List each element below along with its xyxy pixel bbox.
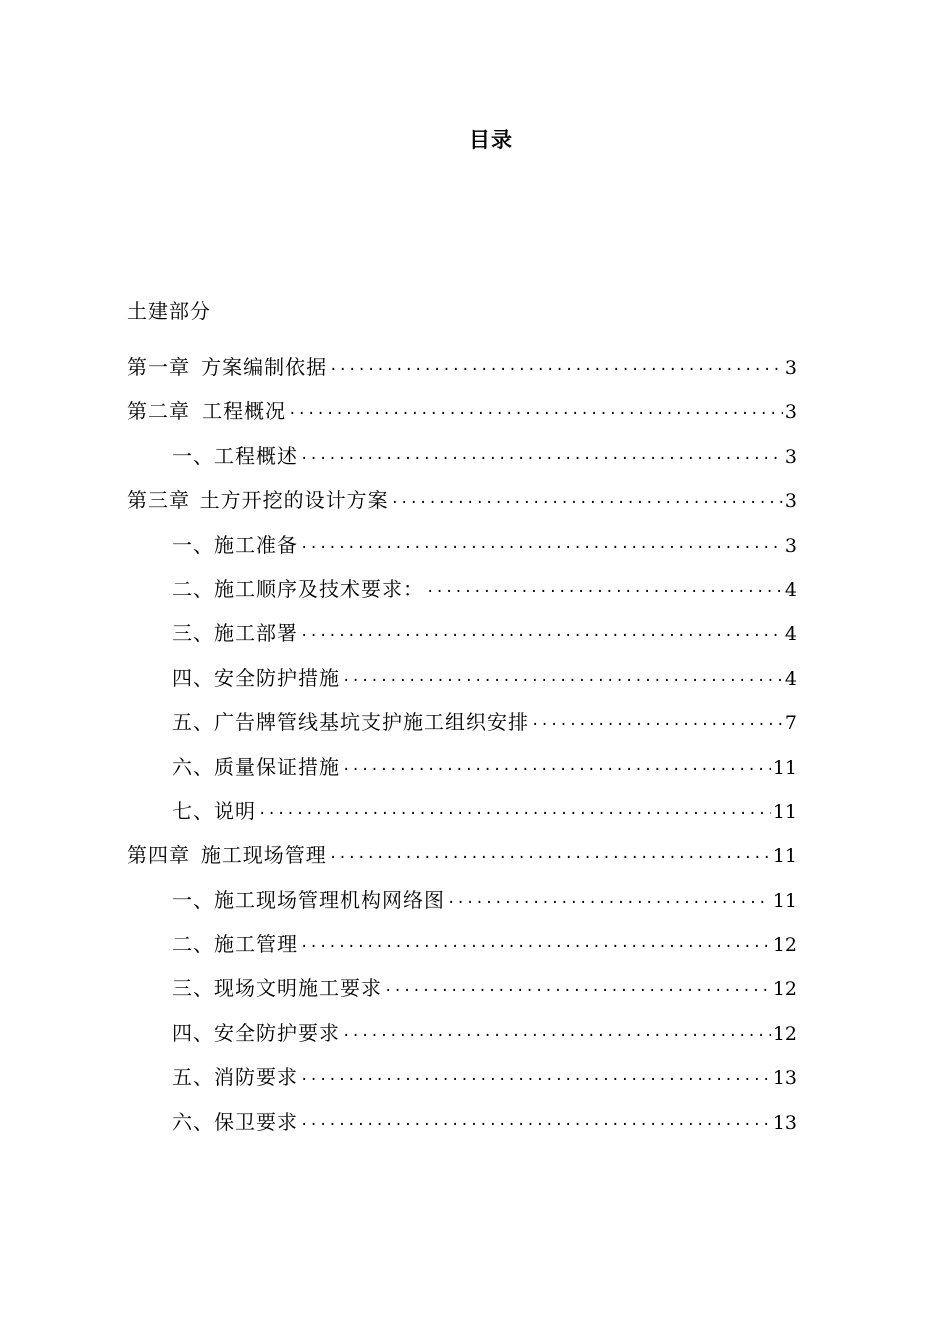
toc-page-number: 3 (784, 357, 797, 379)
toc-dot-leader (300, 1066, 771, 1094)
toc-entry-title: 说明 (214, 798, 256, 823)
toc-dot-leader (329, 356, 783, 384)
toc-entry[interactable] (127, 486, 797, 530)
toc-entry-title: 安全防护要求 (214, 1020, 340, 1045)
toc-entry-number: 七、 (172, 798, 214, 823)
toc-entry-title: 现场文明施工要求 (214, 976, 382, 1001)
toc-entry-title: 质量保证措施 (214, 754, 340, 779)
toc-entry-title: 工程概述 (214, 443, 298, 468)
toc-dot-leader (300, 622, 783, 650)
toc-page-number: 11 (772, 845, 797, 868)
toc-entry-number: 二、 (172, 576, 214, 601)
toc-dot-leader (288, 400, 783, 428)
toc-entry-number: 五、 (172, 1065, 214, 1090)
section-label: 土建部分 (127, 299, 211, 323)
toc-page-number: 4 (784, 623, 797, 646)
toc-dot-leader (342, 667, 783, 695)
toc-page-number: 4 (784, 578, 797, 601)
toc-entry[interactable] (127, 442, 797, 486)
toc-entry[interactable] (127, 1108, 797, 1152)
toc-entry-number: 三、 (172, 621, 214, 646)
toc-entry[interactable] (127, 1019, 797, 1063)
toc-entry-number: 四、 (172, 665, 214, 690)
toc-entry-title: 施工准备 (214, 532, 298, 557)
toc-entry-number: 一、 (172, 443, 214, 468)
toc-entry-number: 五、 (172, 710, 214, 735)
toc-dot-leader (391, 489, 783, 517)
toc-entry-number: 第四章 (127, 843, 190, 868)
toc-entry-number: 三、 (172, 976, 214, 1001)
toc-dot-leader (531, 711, 783, 739)
toc-entry-title: 施工现场管理机构网络图 (214, 887, 445, 912)
toc-page-number: 13 (772, 1111, 797, 1134)
toc-entry-number: 六、 (172, 754, 214, 779)
toc-page-number: 11 (772, 889, 797, 912)
toc-page-number: 12 (772, 934, 797, 957)
toc-entry[interactable] (127, 1063, 797, 1107)
toc-entry-number: 第三章 (127, 488, 190, 513)
toc-page-number: 13 (772, 1067, 797, 1090)
toc-page-number: 12 (772, 1022, 797, 1045)
toc-entry-title: 消防要求 (214, 1065, 298, 1090)
toc-entry[interactable] (127, 974, 797, 1018)
toc-dot-leader (342, 1022, 771, 1050)
toc-page-number: 11 (772, 800, 797, 823)
toc-entry-title: 土方开挖的设计方案 (199, 488, 389, 513)
toc-page-number: 3 (784, 401, 797, 424)
toc-entry-number: 第一章 (127, 355, 190, 379)
toc-entry-title: 施工现场管理 (200, 843, 327, 868)
toc-entry[interactable] (127, 797, 797, 841)
toc-entry-title: 保卫要求 (214, 1109, 298, 1134)
toc-dot-leader (329, 844, 771, 872)
toc-entry[interactable] (127, 575, 797, 619)
toc-dot-leader (300, 933, 771, 961)
toc-dot-leader (258, 800, 771, 828)
toc-entry-number: 一、 (172, 887, 214, 912)
toc-entry-title: 工程概况 (202, 399, 287, 424)
toc-entry[interactable] (127, 930, 797, 974)
toc-dot-leader (447, 889, 771, 917)
toc-dot-leader (300, 445, 783, 473)
toc-page-number: 3 (784, 445, 797, 468)
toc-dot-leader (426, 578, 783, 606)
toc-entry-number: 四、 (172, 1020, 214, 1045)
toc-entry-number: 六、 (172, 1109, 214, 1134)
toc-entry-number: 二、 (172, 932, 214, 957)
toc-entry[interactable] (127, 619, 797, 663)
toc-entry-title: 施工管理 (214, 932, 298, 957)
toc-entry-title: 方案编制依据 (201, 355, 328, 379)
toc-entry[interactable] (127, 397, 797, 441)
page-title: 目录 (469, 127, 513, 152)
toc-page-number: 3 (784, 534, 797, 557)
toc-entry-number: 一、 (172, 532, 214, 557)
toc-entry[interactable] (127, 664, 797, 708)
toc-dot-leader (300, 1111, 771, 1139)
toc-page-number: 7 (784, 712, 797, 735)
toc-entry-title: 施工顺序及技术要求： (214, 576, 424, 601)
toc-entry[interactable] (127, 708, 797, 752)
toc-dot-leader (342, 756, 771, 784)
toc-page-number: 3 (784, 490, 797, 513)
toc-entry-title: 施工部署 (214, 621, 298, 646)
toc-entry-number: 第二章 (127, 399, 190, 424)
toc-page-number: 12 (772, 978, 797, 1001)
toc-entry-title: 广告牌管线基坑支护施工组织安排 (214, 710, 529, 735)
toc-entry[interactable] (127, 841, 797, 885)
toc-page-number: 4 (784, 667, 797, 690)
toc-dot-leader (300, 534, 783, 562)
toc-entry-title: 安全防护措施 (214, 665, 340, 690)
toc-entry[interactable] (127, 753, 797, 797)
toc-entry[interactable] (127, 353, 797, 397)
toc-entry[interactable] (127, 531, 797, 575)
table-of-contents (127, 353, 797, 1152)
toc-dot-leader (384, 977, 771, 1005)
toc-page-number: 11 (772, 756, 797, 779)
toc-entry[interactable] (127, 886, 797, 930)
